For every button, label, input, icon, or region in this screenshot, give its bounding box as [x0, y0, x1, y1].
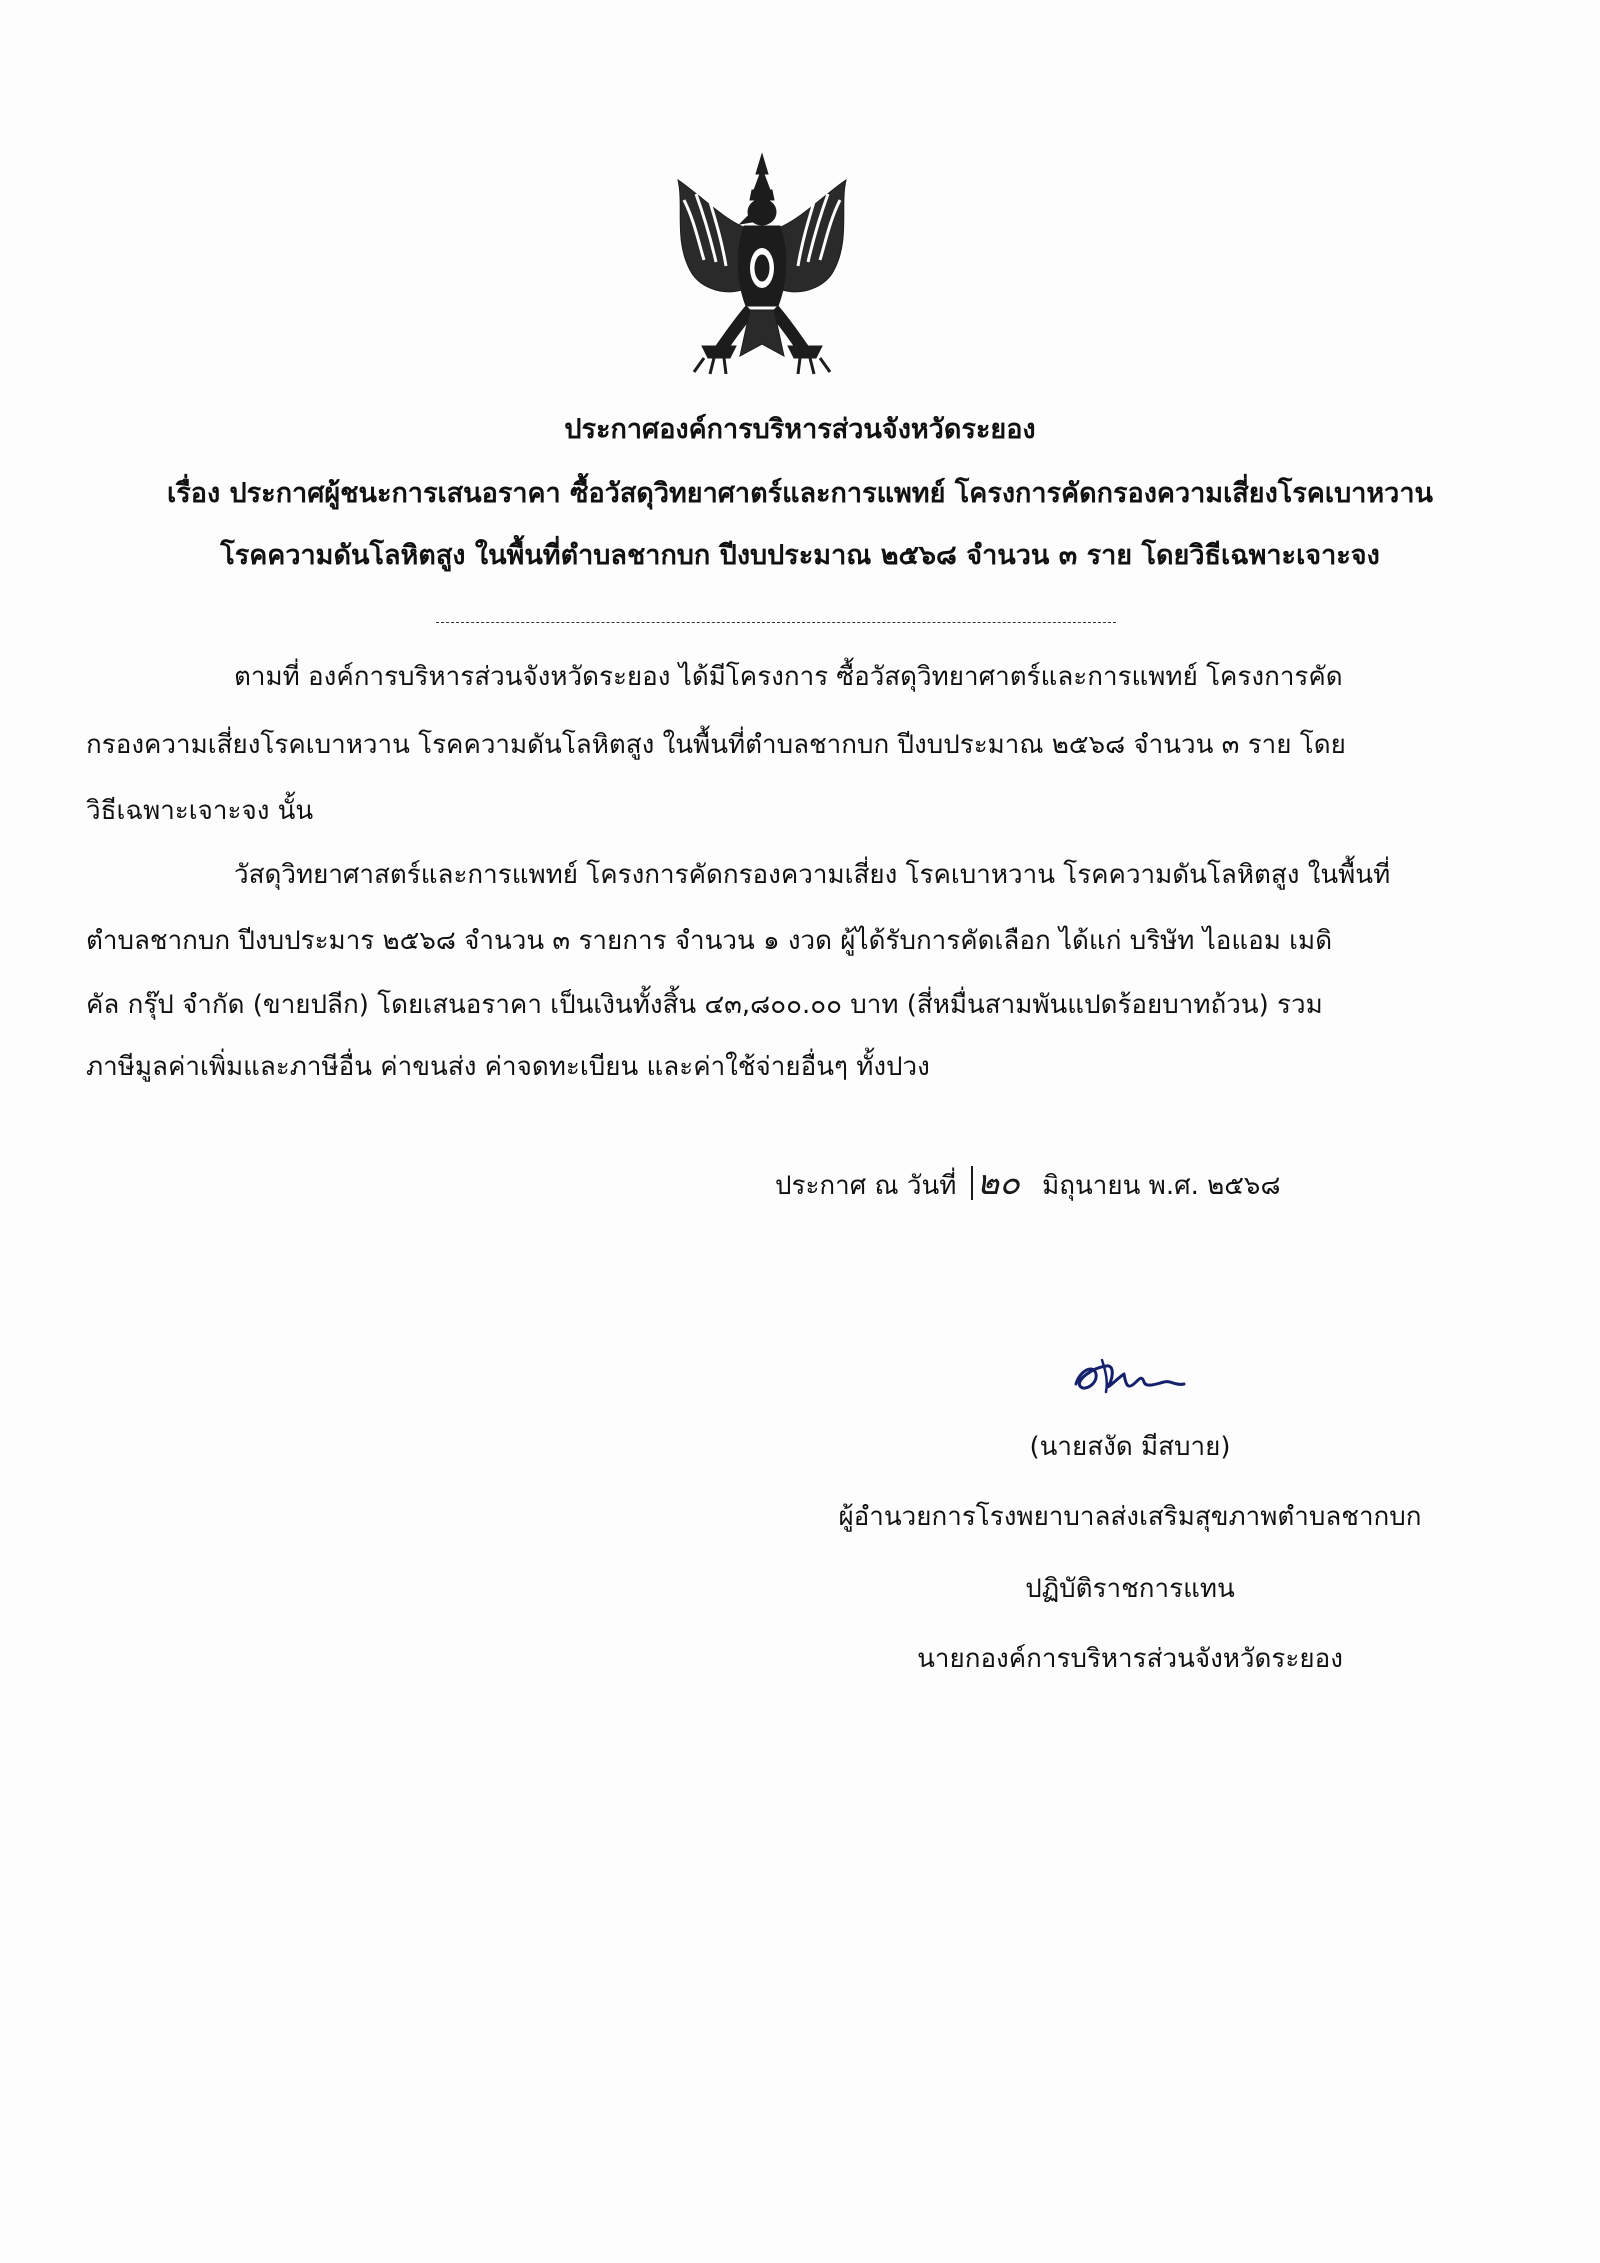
paragraph2-line3: คัล กรุ๊ป จำกัด (ขายปลีก) โดยเสนอราคา เป็นเงินทั้งสิ้น ๔๓,๘๐๐.๐๐ บาท (สี่หมื่นสามพันแปดร้อยบาทถ้วน) รวม [86, 990, 1323, 1020]
paragraph2-line2: ตำบลชากบก ปีงบประมาร ๒๕๖๘ จำนวน ๓ รายการ จำนวน ๑ งวด ผู้ได้รับการคัดเลือก ได้แก่ บริษัท ไอแอม เมดิ [86, 926, 1333, 956]
garuda-emblem-icon [664, 150, 860, 380]
paragraph1-line3: วิธีเฉพาะเจาะจง นั้น [86, 796, 314, 826]
date-day-handwritten: ๒๐ [971, 1166, 1020, 1200]
signatory-position: ผู้อำนวยการโรงพยาบาลส่งเสริมสุขภาพตำบลชากบก [838, 1502, 1422, 1532]
announcement-title: ประกาศองค์การบริหารส่วนจังหวัดระยอง [564, 414, 1036, 445]
date-suffix: มิถุนายน พ.ศ. ๒๕๖๘ [1042, 1171, 1281, 1201]
signature-icon [1066, 1352, 1196, 1402]
date-prefix: ประกาศ ณ วันที่ [775, 1171, 957, 1201]
signatory-name: (นายสงัด มีสบาย) [1029, 1432, 1231, 1462]
signatory-organization: นายกองค์การบริหารส่วนจังหวัดระยอง [917, 1644, 1343, 1674]
paragraph1-line2: กรองความเสี่ยงโรคเบาหวาน โรคความดันโลหิตสูง ในพื้นที่ตำบลชากบก ปีงบประมาณ ๒๕๖๘ จำนวน ๓ ราย โดย [86, 730, 1346, 760]
announcement-subject-line1: เรื่อง ประกาศผู้ชนะการเสนอราคา ซื้อวัสดุวิทยาศาตร์และการแพทย์ โครงการคัดกรองความเสี่ยงโรคเบาหวาน [167, 478, 1433, 509]
paragraph2-line1: วัสดุวิทยาศาสตร์และการแพทย์ โครงการคัดกรองความเสี่ยง โรคเบาหวาน โรคความดันโลหิตสูง ในพื้นที่ [234, 860, 1391, 890]
announcement-date [775, 1163, 1281, 1203]
signatory-acting-on-behalf: ปฏิบัติราชการแทน [1025, 1574, 1235, 1604]
paragraph1-line1: ตามที่ องค์การบริหารส่วนจังหวัดระยอง ได้มีโครงการ ซื้อวัสดุวิทยาศาตร์และการแพทย์ โครงการคัด [234, 662, 1343, 692]
announcement-subject-line2: โรคความดันโลหิตสูง ในพื้นที่ตำบลชากบก ปีงบประมาณ ๒๕๖๘ จำนวน ๓ ราย โดยวิธีเฉพาะเจาะจง [220, 540, 1380, 571]
paragraph2-line4: ภาษีมูลค่าเพิ่มและภาษีอื่น ค่าขนส่ง ค่าจดทะเบียน และค่าใช้จ่ายอื่นๆ ทั้งปวง [86, 1052, 930, 1082]
title-divider [436, 622, 1116, 623]
